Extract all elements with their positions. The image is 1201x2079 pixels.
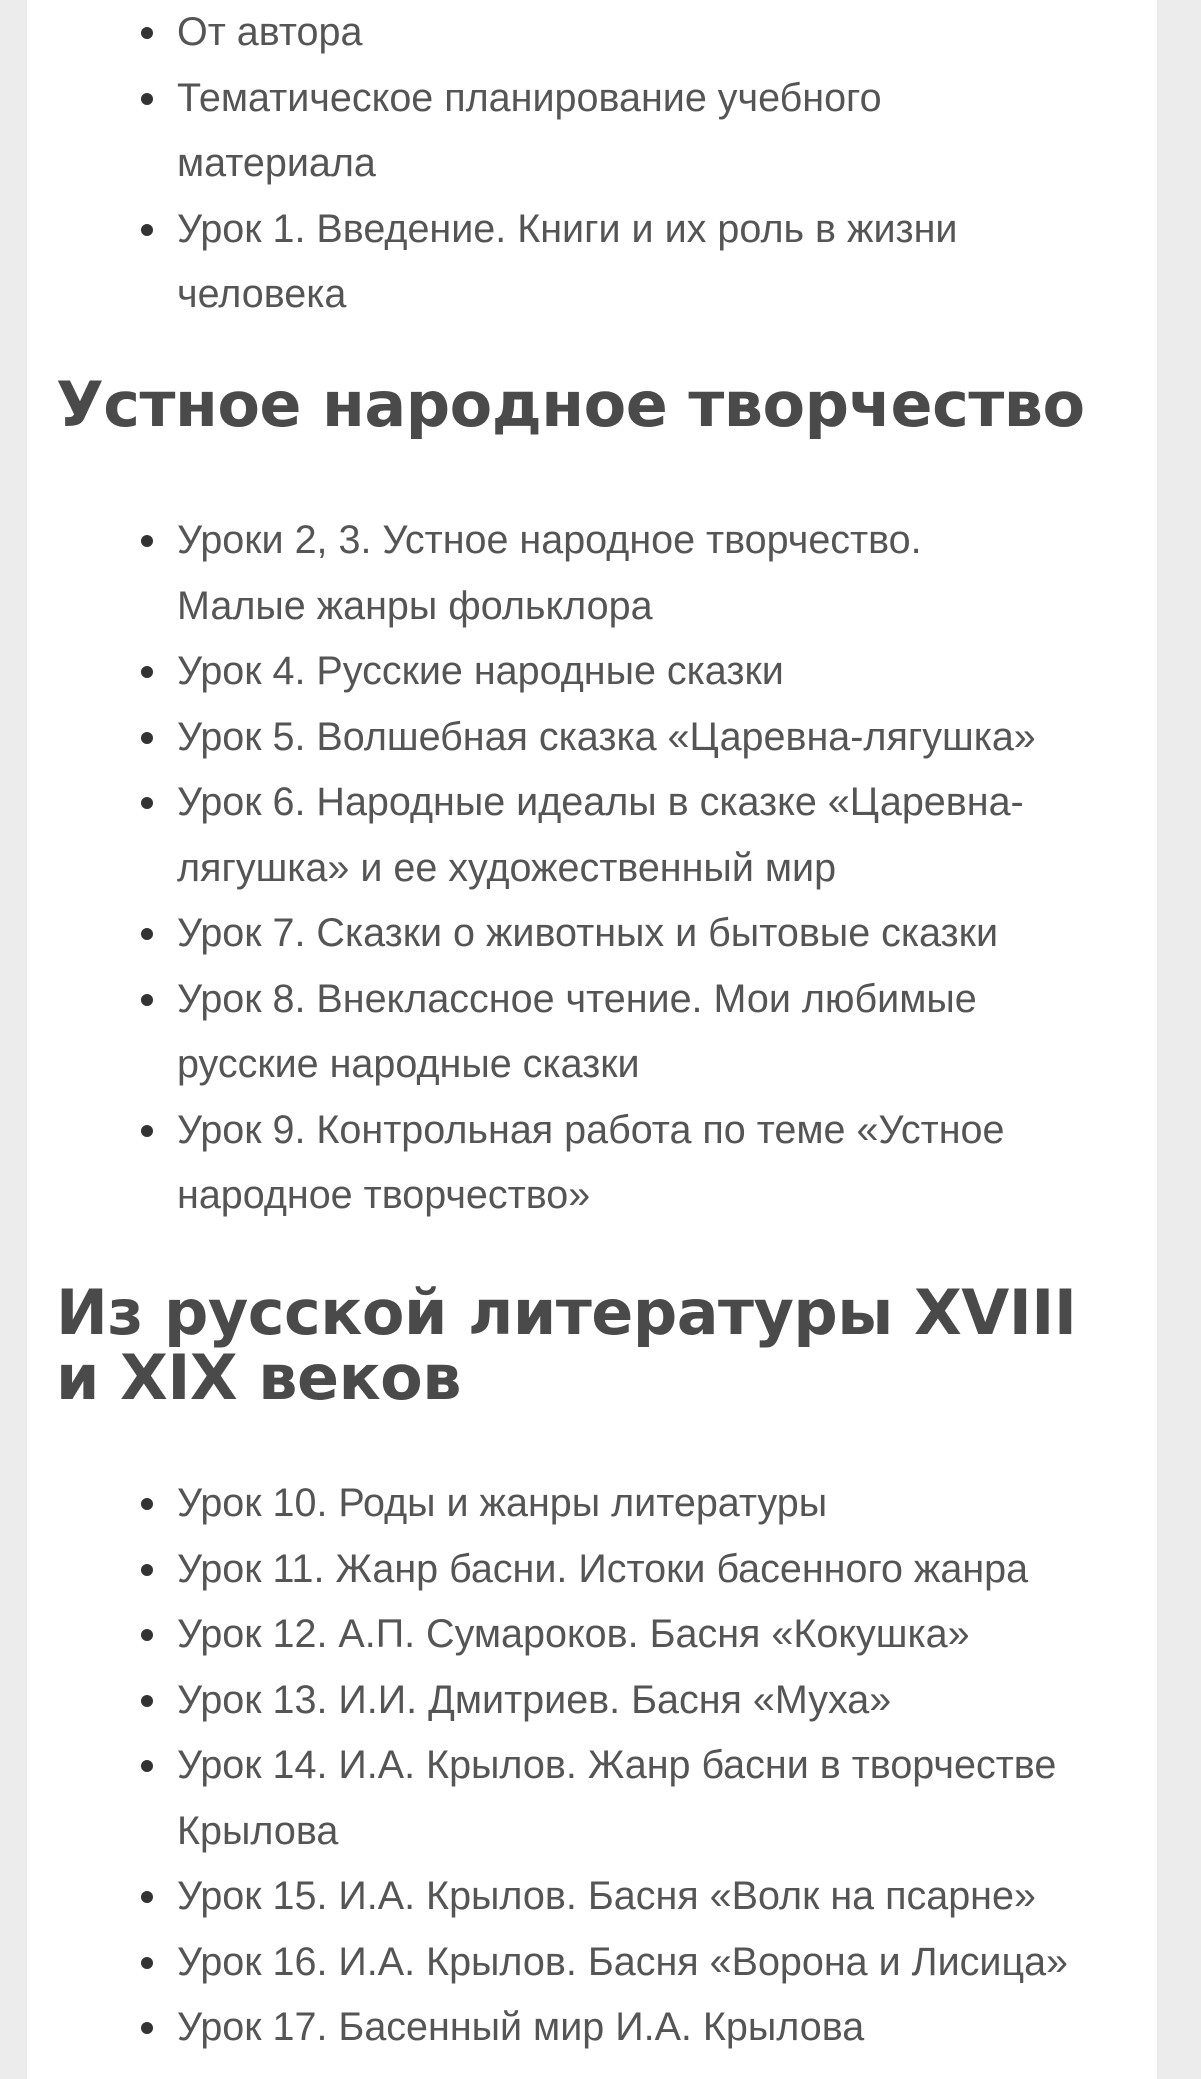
list-item-text[interactable]: Урок 5. Волшебная сказка «Царевна-лягушка» xyxy=(177,714,1036,759)
list-item[interactable] xyxy=(177,508,1157,639)
bullet-icon xyxy=(141,93,153,105)
bullet-icon xyxy=(141,1760,153,1772)
bullet-icon xyxy=(141,797,153,809)
intro-lesson-list xyxy=(177,0,1157,328)
list-item[interactable] xyxy=(177,1098,1157,1229)
list-item[interactable] xyxy=(177,1864,1157,1930)
list-item-text[interactable]: Урок 14. И.А. Крылов. Жанр басни в творчестве xyxy=(177,1743,1057,1787)
list-item-text[interactable]: Урок 11. Жанр басни. Истоки басенного жанра xyxy=(177,1546,1029,1591)
bullet-icon xyxy=(141,732,153,744)
section-heading-literature xyxy=(56,1276,1077,1414)
bullet-icon xyxy=(141,1695,153,1707)
literature-lesson-list xyxy=(177,1471,1157,2061)
section-heading-line: Из русской литературы XVIII xyxy=(56,1276,1077,1349)
bullet-icon xyxy=(141,1498,153,1510)
list-item-text[interactable]: Урок 17. Басенный мир И.А. Крылова xyxy=(177,2005,865,2049)
list-item-text[interactable]: Урок 4. Русские народные сказки xyxy=(177,649,784,693)
list-item-text[interactable]: Урок 16. И.А. Крылов. Басня «Ворона и Лисица» xyxy=(177,1939,1069,1984)
list-item-text[interactable]: Урок 8. Внеклассное чтение. Мои любимые xyxy=(177,976,977,1021)
bullet-icon xyxy=(141,1125,153,1137)
list-item[interactable] xyxy=(177,1733,1157,1864)
list-item-text[interactable]: Урок 10. Роды и жанры литературы xyxy=(177,1481,828,1525)
list-item-text[interactable]: народное творчество» xyxy=(177,1173,591,1217)
list-item-text[interactable]: Крылова xyxy=(177,1808,339,1853)
bullet-icon xyxy=(141,994,153,1006)
bullet-icon xyxy=(141,1564,153,1576)
folk-lesson-list xyxy=(177,508,1157,1229)
list-item[interactable] xyxy=(177,1537,1157,1603)
list-item-text[interactable]: человека xyxy=(177,272,347,316)
list-item[interactable] xyxy=(177,197,1157,328)
list-item[interactable] xyxy=(177,1602,1157,1668)
list-item[interactable] xyxy=(177,639,1157,705)
list-item-text[interactable]: Урок 7. Сказки о животных и бытовые сказки xyxy=(177,911,999,955)
list-item-text[interactable]: Тематическое планирование учебного xyxy=(177,75,882,120)
section-heading-folk: Устное народное творчество xyxy=(56,368,1085,441)
bullet-icon xyxy=(141,1957,153,1969)
bullet-icon xyxy=(141,2022,153,2034)
list-item[interactable] xyxy=(177,1471,1157,1537)
bullet-icon xyxy=(141,1629,153,1641)
bullet-icon xyxy=(141,27,153,39)
list-item-text[interactable]: русские народные сказки xyxy=(177,1042,640,1086)
bullet-icon xyxy=(141,224,153,236)
list-item-text[interactable]: Урок 12. А.П. Сумароков. Басня «Кокушка» xyxy=(177,1612,970,1656)
bullet-icon xyxy=(141,535,153,547)
section-heading-line: и XIX веков xyxy=(56,1341,461,1414)
list-item-text[interactable]: лягушка» и ее художественный мир xyxy=(177,845,837,890)
list-item[interactable] xyxy=(177,705,1157,771)
list-item-text[interactable]: Урок 9. Контрольная работа по теме «Устное xyxy=(177,1107,1005,1152)
list-item[interactable] xyxy=(177,901,1157,967)
list-item-text[interactable]: Урок 13. И.И. Дмитриев. Басня «Муха» xyxy=(177,1677,892,1722)
article-content xyxy=(27,0,1157,2079)
list-item[interactable] xyxy=(177,770,1157,901)
list-item-text[interactable]: Урок 1. Введение. Книги и их роль в жизни xyxy=(177,206,958,251)
list-item[interactable] xyxy=(177,1668,1157,1734)
bullet-icon xyxy=(141,928,153,940)
bullet-icon xyxy=(141,1891,153,1903)
list-item-text[interactable]: Урок 15. И.А. Крылов. Басня «Волк на псарне» xyxy=(177,1874,1036,1918)
list-item-text[interactable]: От автора xyxy=(177,10,363,54)
list-item[interactable] xyxy=(177,66,1157,197)
list-item[interactable] xyxy=(177,1995,1157,2061)
bullet-icon xyxy=(141,666,153,678)
list-item-text[interactable]: Уроки 2, 3. Устное народное творчество. xyxy=(177,518,922,562)
list-item-text[interactable]: материала xyxy=(177,141,376,185)
list-item[interactable] xyxy=(177,967,1157,1098)
list-item[interactable] xyxy=(177,0,1157,66)
list-item-text[interactable]: Урок 6. Народные идеалы в сказке «Царевна- xyxy=(177,780,1024,824)
list-item-text[interactable]: Малые жанры фольклора xyxy=(177,583,653,628)
list-item[interactable] xyxy=(177,1930,1157,1996)
